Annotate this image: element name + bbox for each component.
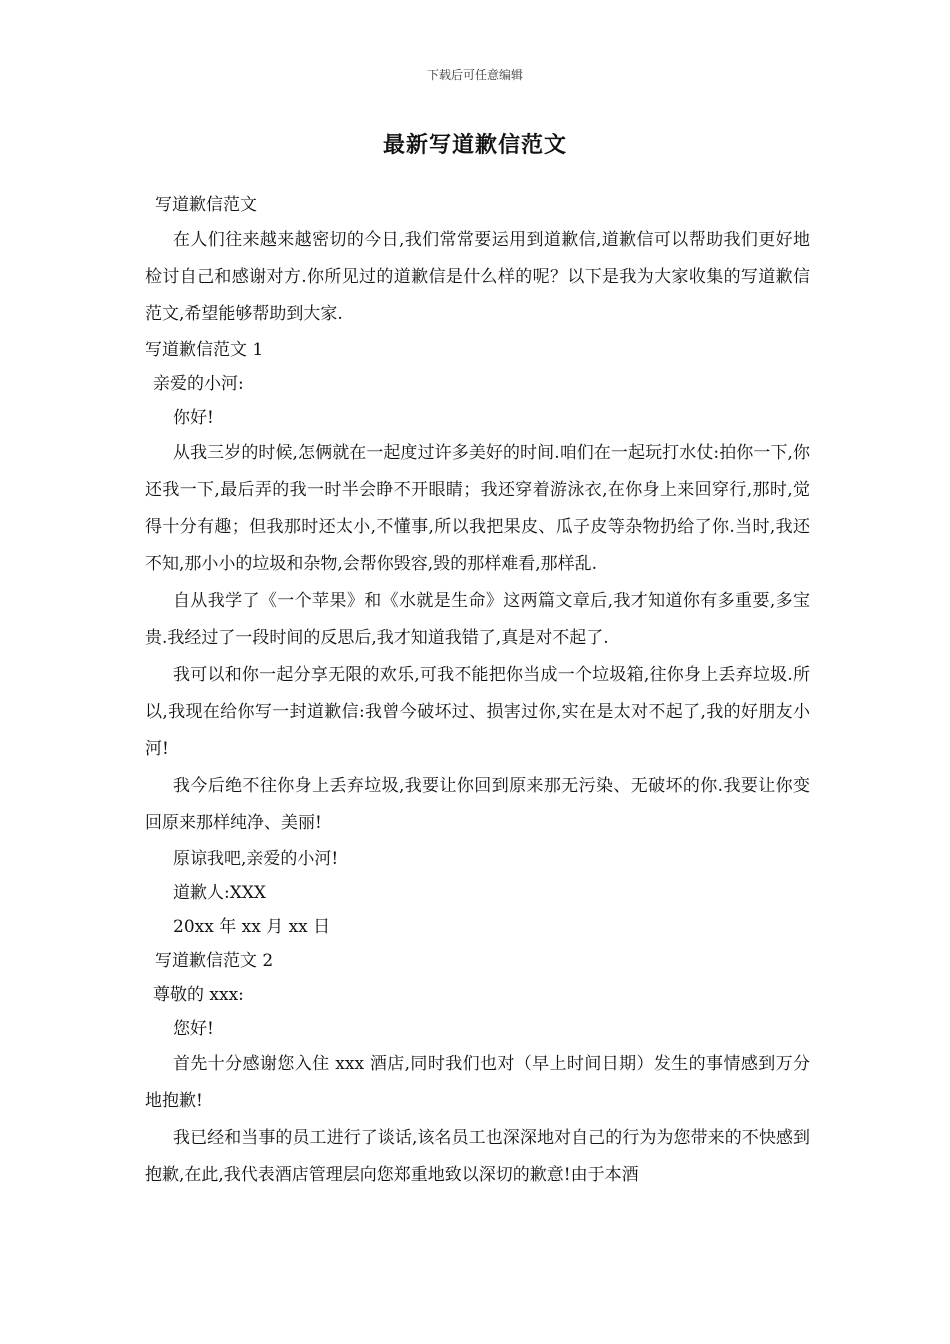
- salutation: 尊敬的 xxx:: [153, 985, 244, 1005]
- sample-1-heading: 写道歉信范文 1: [145, 340, 264, 360]
- section-heading: 写道歉信范文: [155, 195, 257, 215]
- page-title: 最新写道歉信范文: [382, 132, 567, 158]
- sample-2-heading: 写道歉信范文 2: [155, 951, 274, 971]
- header-note: 下载后可任意编辑: [426, 68, 523, 82]
- body-paragraph: 我可以和你一起分享无限的欢乐,可我不能把你当成一个垃圾箱,往你身上丢弃垃圾.所以,我现在给你写一封道歉信:我曾今破坏过、损害过你,实在是太对不起了,我的好朋友小河!: [145, 665, 810, 759]
- greeting: 你好!: [173, 408, 214, 428]
- greeting: 您好!: [173, 1019, 214, 1039]
- intro-paragraph: 在人们往来越来越密切的今日,我们常常要运用到道歉信,道歉信可以帮助我们更好地检讨自己和感谢对方.你所见过的道歉信是什么样的呢？以下是我为大家收集的写道歉信范文,希望能够帮助到大家.: [145, 230, 810, 324]
- body-paragraph: 自从我学了《一个苹果》和《水就是生命》这两篇文章后,我才知道你有多重要,多宝贵.我经过了一段时间的反思后,我才知道我错了,真是对不起了.: [145, 591, 810, 648]
- body-paragraph: 从我三岁的时候,怎俩就在一起度过许多美好的时间.咱们在一起玩打水仗:拍你一下,你还我一下,最后弄的我一时半会睁不开眼睛；我还穿着游泳衣,在你身上来回穿行,那时,觉得十分有趣；但我那时还太小,不懂事,所以我把果皮、瓜子皮等杂物扔给了你.当时,我还不知,那小小的垃圾和杂物,会帮你毁容,毁的那样难看,那样乱.: [145, 443, 810, 574]
- body-paragraph: 我今后绝不往你身上丢弃垃圾,我要让你回到原来那无污染、无破坏的你.我要让你变回原来那样纯净、美丽!: [145, 776, 810, 833]
- date-line: 20xx 年 xx 月 xx 日: [173, 917, 331, 937]
- closing-line: 原谅我吧,亲爱的小河!: [173, 849, 339, 869]
- signature: 道歉人:XXX: [173, 883, 267, 903]
- document-body: [145, 188, 810, 1194]
- body-paragraph: 我已经和当事的员工进行了谈话,该名员工也深深地对自己的行为为您带来的不快感到抱歉,在此,我代表酒店管理层向您郑重地致以深切的歉意!由于本酒: [145, 1128, 810, 1185]
- salutation: 亲爱的小河:: [153, 374, 244, 394]
- body-paragraph: 首先十分感谢您入住 xxx 酒店,同时我们也对（早上时间日期）发生的事情感到万分地抱歉!: [145, 1054, 810, 1111]
